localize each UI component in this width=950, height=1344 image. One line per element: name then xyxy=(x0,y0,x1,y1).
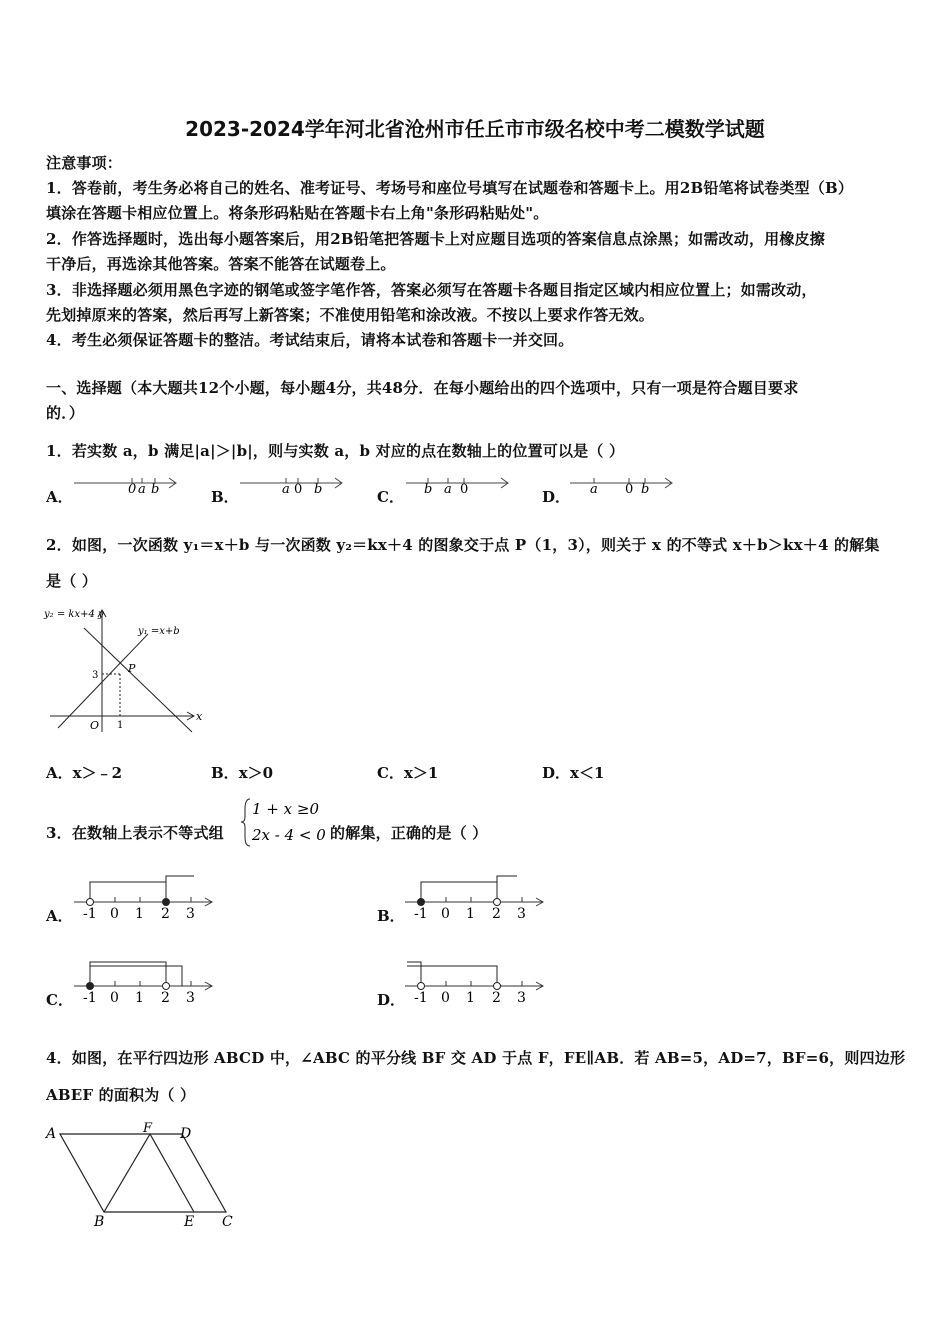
svg-text:3: 3 xyxy=(186,906,195,922)
q4-stem-cont: ABEF 的面积为（ ） xyxy=(46,1086,196,1104)
svg-text:3: 3 xyxy=(517,990,526,1006)
q1-d-mark: 0 xyxy=(625,482,634,497)
q1-option-a-label: A． xyxy=(46,488,73,506)
q1-option-b-numberline xyxy=(238,466,348,498)
q2-stem-cont: 是（ ） xyxy=(46,572,98,590)
q3-option-a-numberline xyxy=(72,868,216,924)
q4-label-f: F xyxy=(143,1121,153,1136)
q3-system-line2: 2x - 4 < 0 xyxy=(252,826,326,844)
q2-tick-3: 3 xyxy=(92,670,99,681)
q2-line-y1 xyxy=(58,634,148,728)
q3-option-d-label: D． xyxy=(377,991,406,1009)
q3-option-a-label: A． xyxy=(46,907,73,925)
svg-text:1: 1 xyxy=(135,906,144,922)
notice-line: 填涂在答题卡相应位置上。将条形码粘贴在答题卡右上角"条形码粘贴处"。 xyxy=(46,204,549,222)
q1-option-a-numberline xyxy=(72,466,182,498)
q2-tick-1: 1 xyxy=(117,720,124,731)
svg-text:-1: -1 xyxy=(83,906,97,922)
svg-text:-1: -1 xyxy=(83,990,97,1006)
q1-b-mark: 0 xyxy=(294,482,303,497)
q1-a-mark: b xyxy=(151,482,160,497)
q4-figure xyxy=(42,1120,242,1232)
q1-option-b-label: B． xyxy=(211,488,239,506)
q2-stem: 2．如图，一次函数 y₁＝x＋b 与一次函数 y₂＝kx＋4 的图象交于点 P（1，3），则关于 x 的不等式 x＋b＞kx＋4 的解集 xyxy=(46,536,880,554)
q1-d-mark: b xyxy=(641,482,650,497)
svg-text:0: 0 xyxy=(441,990,450,1006)
q4-label-a: A xyxy=(46,1126,57,1142)
q3-option-b-label: B． xyxy=(377,907,405,925)
q4-label-b: B xyxy=(94,1214,105,1230)
svg-text:1: 1 xyxy=(466,990,475,1006)
q1-stem: 1．若实数 a，b 满足|a|＞|b|，则与实数 a，b 对应的点在数轴上的位置可以是（ ） xyxy=(46,442,625,460)
q4-label-e: E xyxy=(184,1214,195,1230)
q1-d-mark: a xyxy=(590,482,598,497)
q1-a-mark: 0 xyxy=(128,482,137,497)
svg-text:0: 0 xyxy=(110,990,119,1006)
q3-option-b-numberline xyxy=(403,868,547,924)
q1-option-d-label: D． xyxy=(542,488,571,506)
notice-line: 干净后，再选涂其他答案。答案不能答在试题卷上。 xyxy=(46,255,396,273)
notice-line: 3．非选择题必须用黑色字迹的钢笔或签字笔作答，答案必须写在答题卡各题目指定区域内相应位置上；如需改动， xyxy=(46,281,817,299)
q2-option-c: C．x＞1 xyxy=(377,764,439,782)
section-heading-cont: 的．） xyxy=(46,404,85,422)
notice-line: 4．考生必须保证答题卡的整洁。考试结束后，请将本试卷和答题卡一并交回。 xyxy=(46,331,574,349)
q4-segment-bf xyxy=(104,1134,150,1212)
q2-option-b: B．x＞0 xyxy=(211,764,274,782)
q2-option-a: A．x＞﹣2 xyxy=(46,764,123,782)
svg-text:-1: -1 xyxy=(414,990,428,1006)
q1-c-mark: a xyxy=(444,482,452,497)
q1-option-c-numberline xyxy=(404,466,514,498)
q3-system xyxy=(240,795,334,849)
svg-text:0: 0 xyxy=(110,906,119,922)
q2-origin-label: O xyxy=(90,719,100,732)
q4-label-c: C xyxy=(222,1214,233,1230)
svg-text:0: 0 xyxy=(441,906,450,922)
q1-c-mark: 0 xyxy=(460,482,469,497)
q3-system-line1: 1 + x ≥0 xyxy=(252,800,319,818)
q2-x-label: x xyxy=(196,710,203,723)
q1-b-mark: b xyxy=(314,482,323,497)
q2-y2-label: y₂ = kx+4 y xyxy=(44,609,104,620)
svg-text:2: 2 xyxy=(492,906,501,922)
section-heading: 一、选择题（本大题共12个小题，每小题4分，共48分．在每小题给出的四个选项中，只有一项是符合题目要求 xyxy=(46,379,799,397)
q3-option-d-numberline xyxy=(403,952,547,1008)
svg-text:3: 3 xyxy=(517,906,526,922)
notice-line: 1．答卷前，考生务必将自己的姓名、准考证号、考场号和座位号填写在试题卷和答题卡上。用2B铅笔将试卷类型（B） xyxy=(46,179,854,197)
svg-text:2: 2 xyxy=(161,906,170,922)
notice-line: 2．作答选择题时，选出每小题答案后，用2B铅笔把答题卡上对应题目选项的答案信息点涂黑；如需改动，用橡皮擦 xyxy=(46,230,825,248)
svg-text:2: 2 xyxy=(161,990,170,1006)
svg-text:-1: -1 xyxy=(414,906,428,922)
svg-text:1: 1 xyxy=(466,906,475,922)
q1-c-mark: b xyxy=(424,482,433,497)
q3-stem-after: 的解集，正确的是（ ） xyxy=(330,824,488,842)
q4-label-d: D xyxy=(180,1126,192,1142)
q2-graph xyxy=(42,604,210,738)
q1-option-d-numberline xyxy=(568,466,678,498)
svg-text:1: 1 xyxy=(135,990,144,1006)
q2-y1-label: y₁ =x+b xyxy=(138,626,180,637)
notice-heading: 注意事项： xyxy=(46,154,123,172)
svg-text:3: 3 xyxy=(186,990,195,1006)
q1-option-c-label: C． xyxy=(377,488,404,506)
q2-p-label: P xyxy=(128,662,136,675)
svg-text:2: 2 xyxy=(492,990,501,1006)
q1-b-mark: a xyxy=(282,482,290,497)
q3-stem-before: 3．在数轴上表示不等式组 xyxy=(46,824,224,842)
q4-stem: 4．如图，在平行四边形 ABCD 中，∠ABC 的平分线 BF 交 AD 于点 F，FE∥AB．若 AB=5，AD=7，BF=6，则四边形 xyxy=(46,1049,906,1067)
q1-a-mark: a xyxy=(138,482,146,497)
q3-option-c-numberline xyxy=(72,952,216,1008)
q3-option-c-label: C． xyxy=(46,991,73,1009)
q2-option-d: D．x＜1 xyxy=(542,764,605,782)
notice-line: 先划掉原来的答案，然后再写上新答案；不准使用铅笔和涂改液。不按以上要求作答无效。 xyxy=(46,306,655,324)
q4-segment-fe xyxy=(150,1134,194,1212)
page-title: 2023-2024学年河北省沧州市任丘市市级名校中考二模数学试题 xyxy=(185,117,765,141)
